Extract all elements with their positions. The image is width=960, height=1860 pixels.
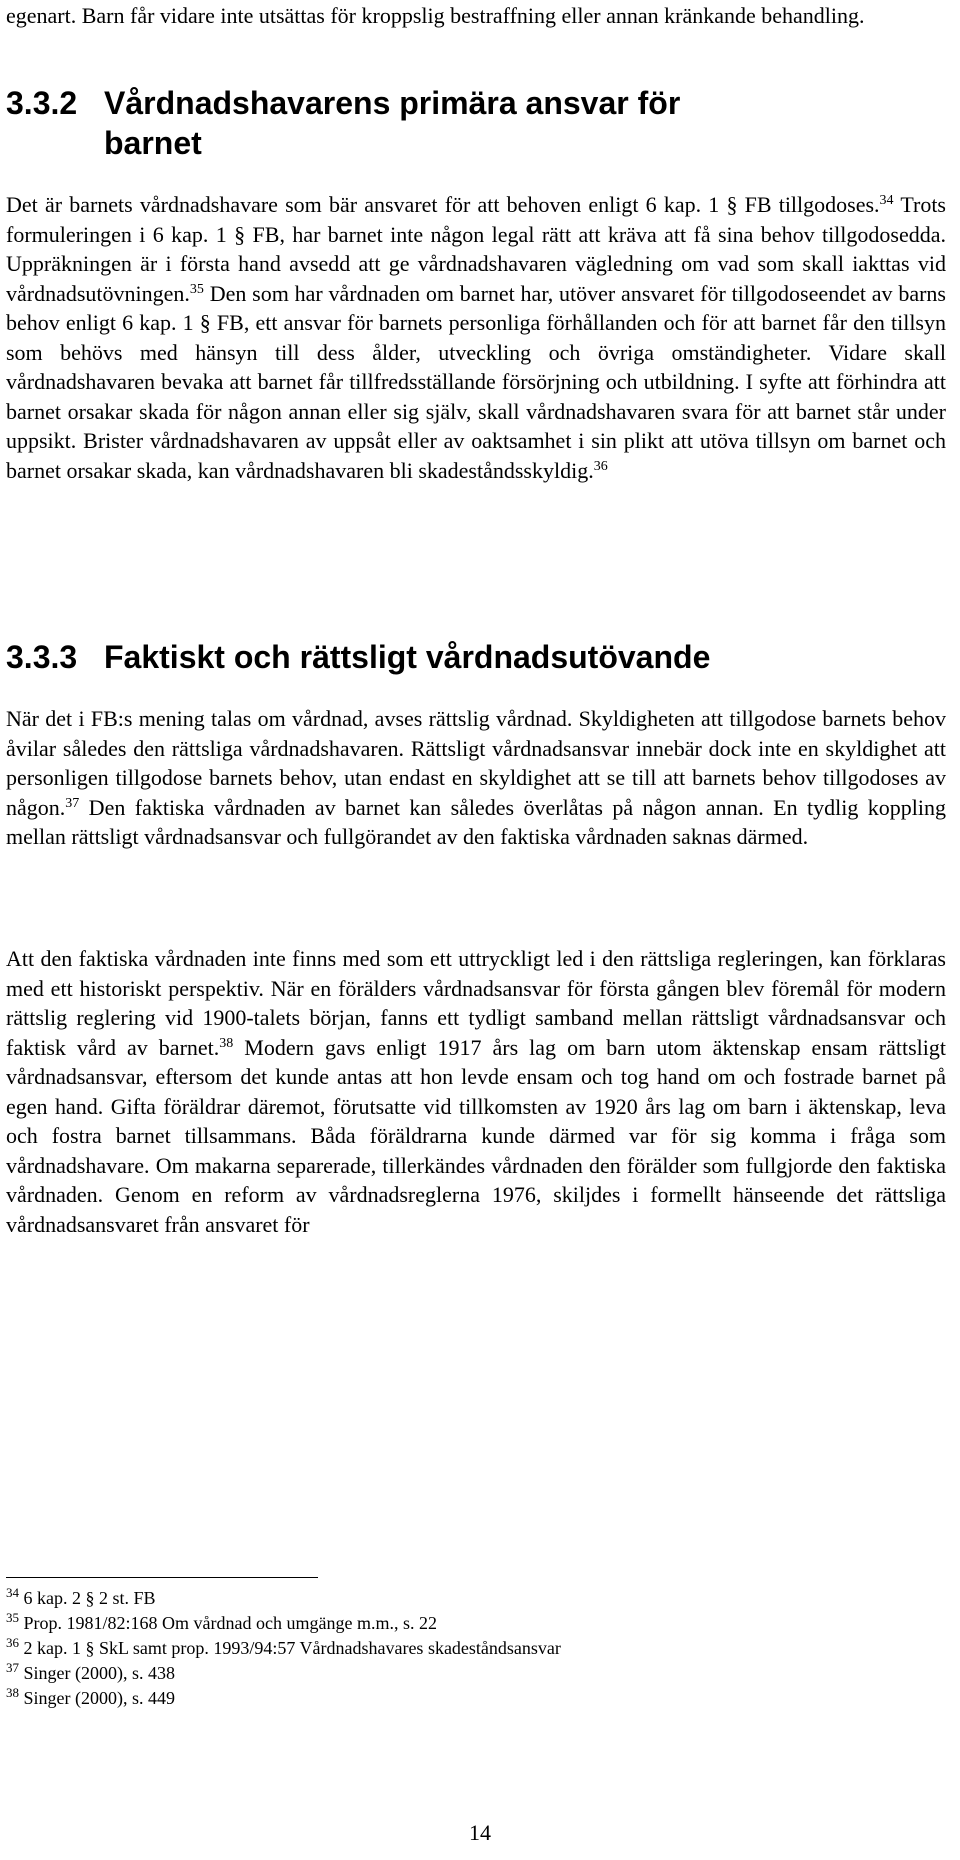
paragraph-3-3-3-b (6, 944, 946, 1239)
footnote-ref[interactable]: 36 (593, 458, 608, 474)
section-number: 3.3.3 (6, 639, 78, 675)
footnote-ref[interactable]: 35 (189, 281, 204, 297)
footnote-text: Singer (2000), s. 449 (23, 1688, 175, 1708)
paragraph-3-3-2 (6, 190, 946, 485)
section-title: Faktiskt och rättsligt vårdnadsutövande (104, 639, 711, 675)
footnote-item (6, 1611, 946, 1636)
page-number: 14 (469, 1820, 491, 1845)
footnote-ref[interactable]: 37 (65, 795, 80, 811)
paragraph-3-3-3-a (6, 704, 946, 852)
section-title-line1: Vårdnadshavarens primära ansvar för (104, 85, 681, 121)
text-run: När det i FB:s mening talas om vårdnad, avses rättslig vårdnad. Skyldigheten att tillgodose barnets behov åvilar således den rättsliga vårdnadshavaren. Rättsligt vårdnadsansvar innebär dock inte en skyldighet att personligen tillgodose barnets behov, utan endast en skyldighet att se till att barnets behov tillgodoses av någon. (6, 706, 946, 820)
footnote-text: Singer (2000), s. 438 (23, 1663, 175, 1683)
text-run: Det är barnets vårdnadshavare som bär ansvaret för att behoven enligt 6 kap. 1 § FB tillgodoses. (6, 192, 880, 217)
footnote-number: 35 (6, 1610, 19, 1625)
section-title-line2: barnet (104, 125, 202, 161)
footnote-ref[interactable]: 38 (219, 1035, 234, 1051)
section-heading-3-3-2 (6, 83, 946, 163)
text-run: Modern gavs enligt 1917 års lag om barn utom äktenskap ensam rättsligt vårdnadsansvar, eftersom det kunde antas att hon levde ensam och tog hand om och fostrade barnet på egen hand. Gifta föräldrar däremot, förutsatte vid tillkomsten av 1920 års lag om barn i äktenskap, leva och fostra barnet tillsammans. Båda föräldrarna kunde därmed var för sig komma i fråga som vårdnadshavare. Om makarna separerade, tillerkändes vårdnaden den förälder som fullgjorde den faktiska vårdnaden. Genom en reform av vårdnadsreglerna 1976, skiljdes i formellt hänseende det rättsliga vårdnadsansvaret från ansvaret för (6, 1034, 947, 1237)
footnote-item (6, 1661, 946, 1686)
text-run: Den som har vårdnaden om barnet har, utöver ansvaret för tillgodoseendet av barns behov enligt 6 kap. 1 § FB, ett ansvar för barnets personliga förhållanden och för att barnet får den tillsyn som behövs med hänsyn till dess ålder, utveckling och övriga omständigheter. Vidare skall vårdnadshavaren bevaka att barnet får tillfredsställande försörjning och utbildning. I syfte att förhindra att barnet orsakar skada för någon annan eller sig själv, skall vårdnadshavaren svara för att barnet står under uppsikt. Brister vårdnadshavaren av uppsåt eller av oaktsamhet i sin plikt att utöva tillsyn om barnet och barnet orsakar skada, kan vårdnadshavaren bli skadeståndsskyldig. (6, 280, 946, 483)
footnotes (6, 1577, 946, 1711)
text-run: Att den faktiska vårdnaden inte finns med som ett uttryckligt led i den rättsliga regleringen, kan förklaras med ett historiskt perspektiv. När en förälders vårdnadsansvar för första gången blev föremål för modern rättslig reglering vid 1900-talets början, fanns ett tydligt samband mellan rättsligt vårdnadsansvar och faktisk vård av barnet. (6, 946, 946, 1060)
intro-paragraph (6, 1, 946, 31)
section-heading-3-3-3 (6, 637, 946, 677)
footnote-item (6, 1636, 946, 1661)
footnote-number: 38 (6, 1685, 19, 1700)
text-run: Den faktiska vårdnaden av barnet kan således överlåtas på någon annan. En tydlig koppling mellan rättsligt vårdnadsansvar och fullgörandet av den faktiska vårdnaden saknas därmed. (6, 794, 946, 849)
footnote-item (6, 1586, 946, 1611)
footnote-number: 37 (6, 1660, 19, 1675)
footnote-item (6, 1686, 946, 1711)
intro-text: egenart. Barn får vidare inte utsättas för kroppslig bestraffning eller annan kränkande behandling. (6, 3, 865, 28)
footnote-text: Prop. 1981/82:168 Om vårdnad och umgänge m.m., s. 22 (23, 1613, 437, 1633)
footnote-text: 2 kap. 1 § SkL samt prop. 1993/94:57 Vårdnadshavares skadeståndsansvar (23, 1638, 561, 1658)
text-run: Trots formuleringen i 6 kap. 1 § FB, har barnet inte någon legal rätt att kräva att få sina behov tillgodosedda. Uppräkningen är i första hand avsedd att ge vårdnadshavaren vägledning om vad som skall iakttas vid vårdnadsutövningen. (6, 192, 946, 306)
footnote-number: 34 (6, 1585, 19, 1600)
footnote-number: 36 (6, 1635, 19, 1650)
section-number: 3.3.2 (6, 85, 78, 121)
footnote-text: 6 kap. 2 § 2 st. FB (23, 1588, 156, 1608)
footnote-divider (6, 1577, 318, 1578)
footnote-ref[interactable]: 34 (879, 193, 894, 208)
